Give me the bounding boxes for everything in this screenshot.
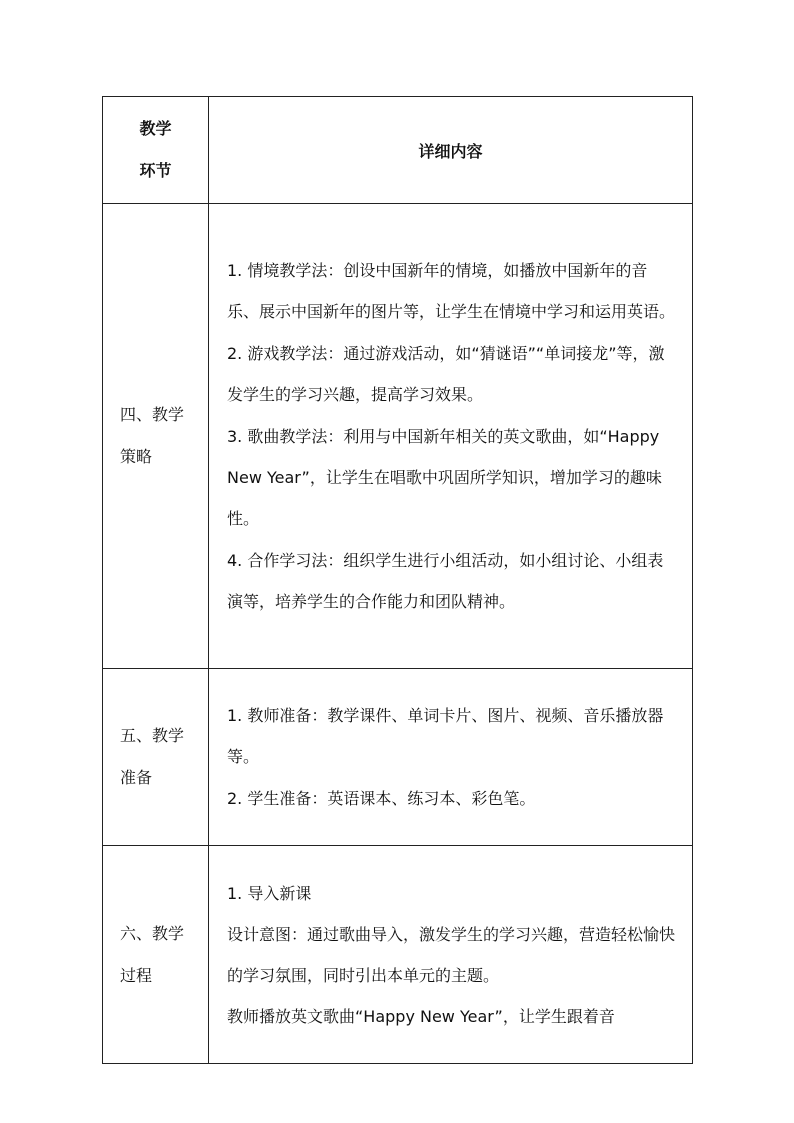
- paragraph: 2. 学生准备：英语课本、练习本、彩色笔。: [227, 788, 536, 808]
- row-label-line1: 六、教学: [120, 923, 185, 943]
- header-stage-line1: 教学: [139, 119, 172, 138]
- header-stage-line2: 环节: [139, 161, 172, 180]
- paragraph: 1. 情境教学法：创设中国新年的情境，如播放中国新年的音乐、展示中国新年的图片等，让学生在情境中学习和运用英语。: [227, 260, 676, 321]
- table-header-row: [103, 97, 693, 204]
- row-content-strategy: [209, 204, 693, 669]
- row-label-line1: 五、教学: [120, 726, 185, 745]
- paragraph: 1. 教师准备：教学课件、单词卡片、图片、视频、音乐播放器等。: [227, 705, 664, 766]
- row-label-line2: 准备: [120, 768, 153, 787]
- row-label-process: [103, 846, 209, 1064]
- row-label-line1: 四、教学: [120, 405, 185, 424]
- row-label-preparation: [103, 669, 209, 846]
- row-label-line2: 策略: [120, 447, 153, 466]
- header-cell-stage: [103, 97, 209, 204]
- row-label-strategy: [103, 204, 209, 669]
- table-row-process: [103, 846, 693, 1064]
- row-content-process: [209, 846, 693, 1064]
- header-cell-details: 详细内容: [209, 97, 693, 204]
- table-row-preparation: [103, 669, 693, 846]
- row-label-line2: 过程: [120, 965, 153, 985]
- row-content-preparation: [209, 669, 693, 846]
- paragraph: 4. 合作学习法：组织学生进行小组活动，如小组讨论、小组表演等，培养学生的合作能力和团队精神。: [227, 550, 664, 611]
- paragraph: 教师播放英文歌曲“Happy New Year”，让学生跟着音: [227, 1006, 615, 1026]
- paragraph: 设计意图：通过歌曲导入，激发学生的学习兴趣，营造轻松愉快的学习氛围，同时引出本单元的主题。: [227, 924, 676, 985]
- paragraph: 3. 歌曲教学法：利用与中国新年相关的英文歌曲，如“Happy New Year”，让学生在唱歌中巩固所学知识，增加学习的趣味性。: [227, 426, 662, 528]
- lesson-plan-table: [102, 96, 693, 1064]
- table-row-strategy: [103, 204, 693, 669]
- paragraph: 2. 游戏教学法：通过游戏活动，如“猜谜语”“单词接龙”等，激发学生的学习兴趣，提高学习效果。: [227, 343, 665, 404]
- paragraph: 1. 导入新课: [227, 883, 312, 903]
